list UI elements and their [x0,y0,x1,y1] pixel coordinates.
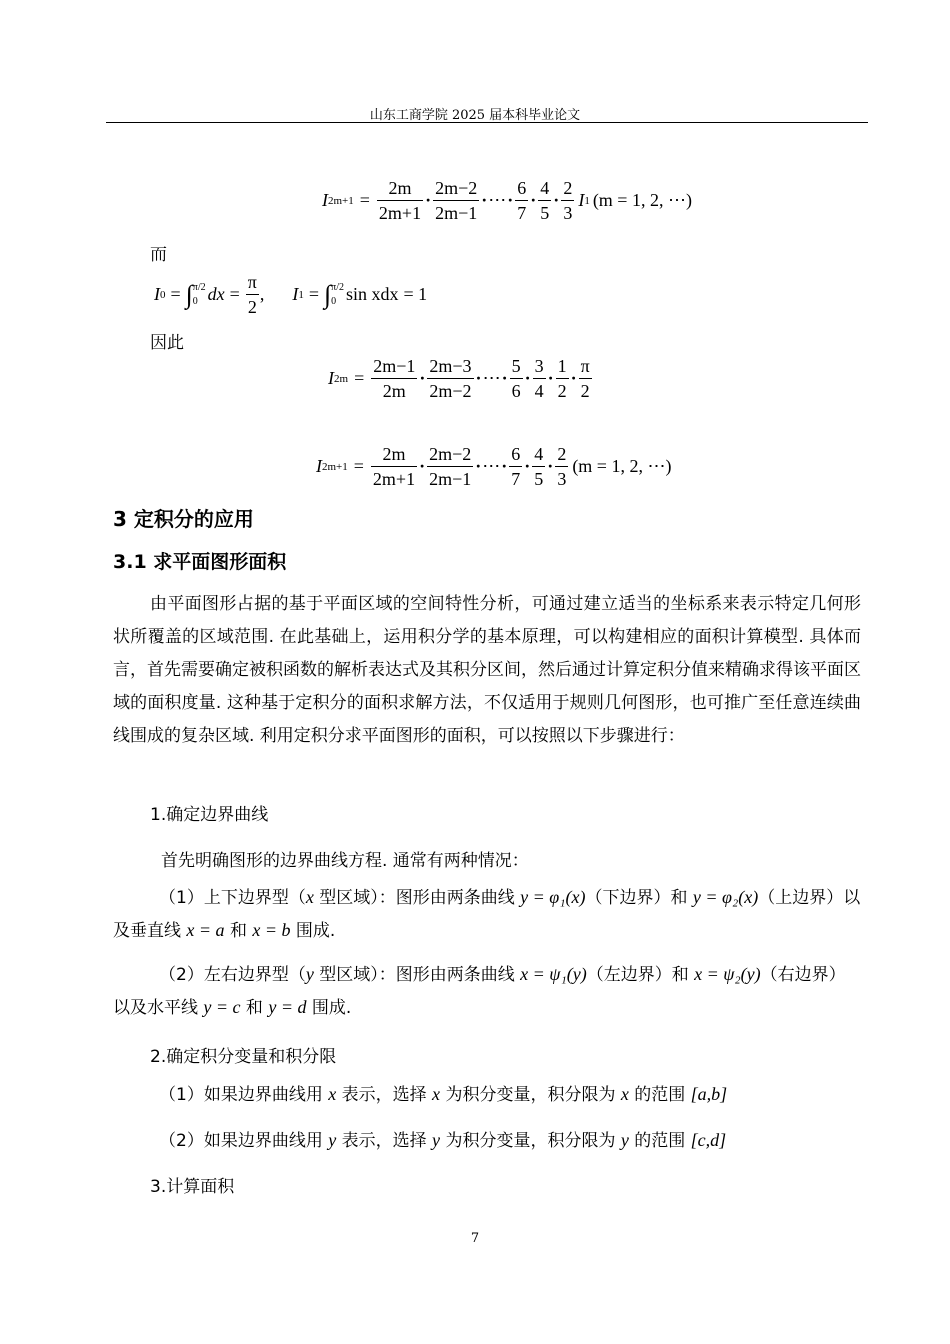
step2-item-y: （2）如果边界曲线用 y 表示，选择 y 为积分变量，积分限为 y 的范围 [c,d] [159,1130,727,1151]
equation-i2m1: I 2m+1 = $\frac{2m}{2m+1}$ · $\frac{2m-2}{2m-1}$ · ⋯ · $\frac{6}{7}$ · $\frac{4}{5}$ · $\frac{2}{3}$ (m = 1, 2, ⋯) [316,444,672,489]
connector-word: 而 [150,245,167,265]
eq-symbol: I [322,190,328,210]
fraction: $\frac{2}{3}$ [557,444,567,489]
integral-sign: ∫ [185,279,193,309]
integral-sign: ∫ [324,279,332,309]
fraction: $\frac{1}{2}$ [557,356,567,401]
equation-i2m1-intro: I 2m+1 = $\frac{2m}{2m+1}$ · $\frac{2m-2}{2m-1}$ · ⋯ · $\frac{6}{7}$ · $\frac{4}{5}$ · $\frac{2}{3}$ I 1 (m = 1, 2, ⋯) [322,178,692,223]
fraction: $\frac{2m-2}{2m-1}$ [435,178,478,223]
fraction: $\frac{6}{7}$ [511,444,521,489]
subsection-heading: 3.1 求平面图形面积 [113,551,287,573]
eq-symbol: I [578,190,585,210]
case-upper-lower: （1）上下边界型（x 型区域）：图形由两条曲线 y = φ₁(x)（下边界）和 y = φ₂(x)（上边界）以及垂直线 x = a 和 x = b 围成. [113,887,861,941]
case-left-right: （2）左右边界型（y 型区域）：图形由两条曲线 x = ψ₁(y)（左边界）和 x = ψ₂(y)（右边界）以及水平线 y = c 和 y = d 围成. [113,964,846,1018]
fraction: $\frac{2}{3}$ [563,178,573,223]
fraction: $\frac{5}{6}$ [511,356,521,401]
equation-i0-i1: I 0 = ∫ π/2 0 dx = $\frac{\pi}{2}$ , I 1 = ∫ π/2 0 sin xdx = 1 [154,272,428,317]
step-text: 首先明确图形的边界曲线方程. 通常有两种情况： [161,851,529,871]
fraction: $\frac{2m-1}{2m}$ [373,356,416,401]
fraction: $\frac{\pi}{2}$ [580,356,590,401]
step-heading: 1.确定边界曲线 [150,805,269,825]
eq-sign: = [359,190,370,210]
eq-condition: (m = 1, 2, ⋯) [592,190,692,210]
section-heading: 3 定积分的应用 [113,507,254,531]
equation-i2m: I 2m = $\frac{2m-1}{2m}$ · $\frac{2m-3}{2m-2}$ · ⋯ · $\frac{5}{6}$ · $\frac{3}{4}$ · $\frac{1}{2}$ · $\frac{\pi}{2}$ [328,356,590,401]
fraction: $\frac{2m-2}{2m-1}$ [429,444,472,489]
page-header: 山东工商学院 2025 届本科毕业论文 [369,108,581,123]
fraction: $\frac{2m-3}{2m-2}$ [429,356,472,401]
fraction: $\frac{6}{7}$ [517,178,527,223]
connector-word: 因此 [150,333,184,353]
step-heading: 3.计算面积 [150,1177,235,1197]
page-number: 7 [470,1231,480,1246]
fraction: $\frac{4}{5}$ [534,444,544,489]
fraction: $\frac{4}{5}$ [540,178,550,223]
header-rule [106,122,868,123]
step2-item-x: （1）如果边界曲线用 x 表示，选择 x 为积分变量，积分限为 x 的范围 [a,b] [159,1084,728,1105]
paragraph: 由平面图形占据的基于平面区域的空间特性分析，可通过建立适当的坐标系来表示特定几何形状所覆盖的区域范围. 在此基础上，运用积分学的基本原理，可以构建相应的面积计算模型. 具体而言，首先需要确定被积函数的解析表达式及其积分区间，然后通过计算定积分值来精确求得该平面区域的面积度量. 这种基于定积分的面积求解方法，不仅适用于规则几何图形，也可推广至任意连续曲线围成的复杂区域. 利用定积分求平面图形的面积，可以按照以下步骤进行： [113,594,861,746]
fraction: $\frac{3}{4}$ [534,356,544,401]
eq-subscript: 2m+1 [328,194,354,207]
fraction: $\frac{2m}{2m+1}$ [378,178,422,223]
fraction: $\frac{\pi}{2}$ [247,272,257,317]
fraction: $\frac{2m}{2m+1}$ [372,444,416,489]
step-heading: 2.确定积分变量和积分限 [150,1047,337,1067]
